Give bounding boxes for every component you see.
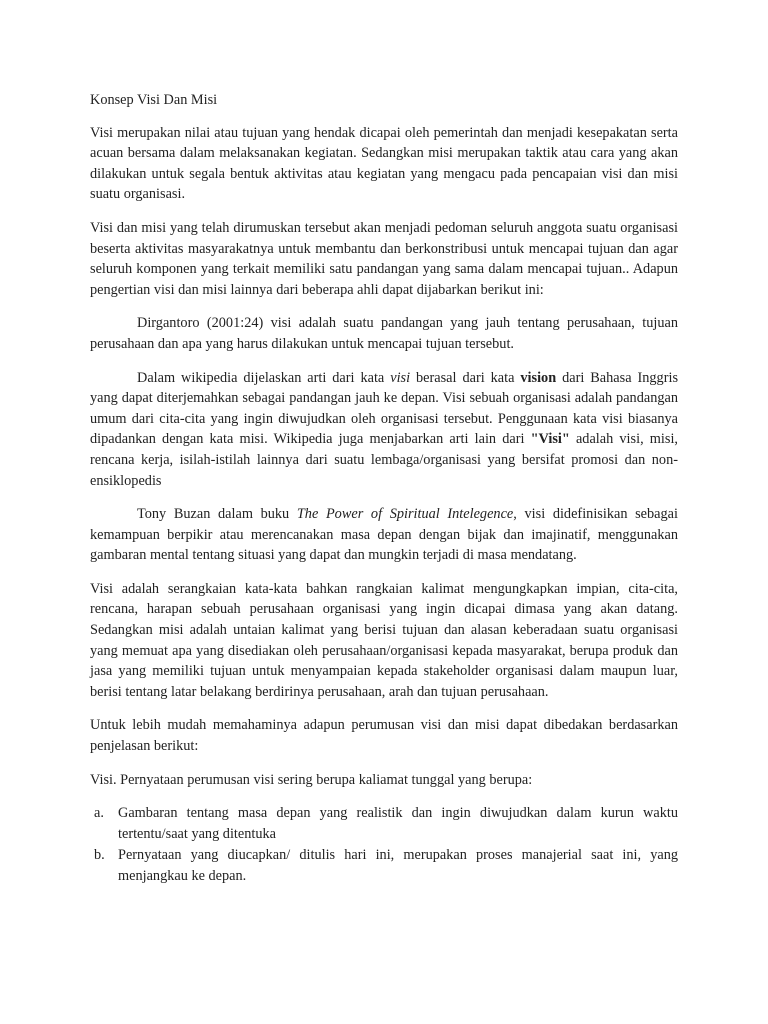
paragraph-5 [90,504,678,566]
document-page [90,90,678,888]
book-title-italic: The Power of Spiritual Intelegence [296,506,514,523]
document-title: Konsep Visi Dan Misi [90,92,218,108]
list-item-marker: a. [94,805,104,822]
list-item [90,845,678,886]
paragraph-8: Visi. Pernyataan perumusan visi sering berupa kaliamat tunggal yang berupa: [90,771,533,788]
paragraph-4-text-b: berasal dari kata [410,369,521,386]
paragraph-4 [90,368,678,492]
paragraph-4-text-a: Dalam wikipedia dijelaskan arti dari kata [137,369,391,386]
paragraph-6: Visi adalah serangkaian kata-kata bahkan rangkaian kalimat mengungkapkan impian, cita-cita, rencana, harapan sebuah perusahaan organisasi yang ingin dicapai dimasa yang akan datang. Sedangkan misi adalah untaian kalimat yang berisi tujuan dan alasan keberadaan suatu organisasi yang memuat apa yang disediakan oleh perusahaan/organisasi kepada masyarakat, berupa produk dan jasa yang memiliki tujuan untuk menyampaian kepada stakeholder organisasi dalam maupun luar, berisi tentang latar belakang berdirinya perusahaan, arah dan tujuan perusahaan. [90,580,678,700]
list-item-text: Gambaran tentang masa depan yang realistik dan ingin diwujudkan dalam kurun waktu tertentu/saat yang ditentuka [118,805,678,842]
vision-bold-term: vision [520,369,557,386]
visi-italic-term: visi [390,369,411,386]
list-item-marker: b. [94,847,105,864]
paragraph-3: Dirgantoro (2001:24) visi adalah suatu pandangan yang jauh tentang perusahaan, tujuan perusahaan dan apa yang harus dilakukan untuk mencapai tujuan tersebut. [90,315,678,352]
paragraph-1: Visi merupakan nilai atau tujuan yang hendak dicapai oleh pemerintah dan menjadi kesepakatan serta acuan bersama dalam melaksanakan kegiatan. Sedangkan misi merupakan taktik atau cara yang akan dilakukan untuk segala bentuk aktivitas atau kegiatan yang mengacu pada pencapaian visi dan misi suatu organisasi. [90,124,678,203]
list-item-text: Pernyataan yang diucapkan/ ditulis hari ini, merupakan proses manajerial saat ini, yang menjangkau ke depan. [118,847,678,884]
paragraph-2: Visi dan misi yang telah dirumuskan tersebut akan menjadi pedoman seluruh anggota suatu organisasi beserta aktivitas masyarakatnya untuk membantu dan berkonstribusi untuk mencapai tujuan dan agar seluruh komponen yang terkait memiliki satu pandangan yang sama dalam mencapai tujuan.. Adapun pengertian visi dan misi lainnya dari beberapa ahli dapat dijabarkan berikut ini: [90,219,678,298]
paragraph-7: Untuk lebih mudah memahaminya adapun perumusan visi dan misi dapat dibedakan berdasarkan penjelasan berikut: [90,717,678,755]
paragraph-5-text-a: Tony Buzan dalam buku [137,506,297,523]
visi-criteria-list [90,803,678,886]
paragraph-5-text-b: , visi didefinisikan sebagai kemampuan berpikir atau merencanakan masa depan dengan bijak dan imajinatif, menggunakan gambaran mental tentang situasi yang dapat dan mungkin terjadi di masa mendatang. [90,506,678,564]
visi-quoted-bold-term: "Visi" [530,431,570,448]
paragraph-4-text-c: dari Bahasa Inggris yang dapat diterjemahkan sebagai pandangan jauh ke depan. Visi sebuah organisasi adalah pandangan umum dari cita-cita yang ingin diwujudkan oleh organisasi tersebut. Penggunaan kata visi biasanya dipadankan dengan kata misi. Wikipedia juga menjabarkan arti lain dari [90,369,679,448]
list-item [90,803,678,844]
paragraph-4-text-d: adalah visi, misi, rencana kerja, isilah-istilah lainnya dari suatu lembaga/organisasi yang bersifat promosi dan non-ensiklopedis [90,431,678,489]
